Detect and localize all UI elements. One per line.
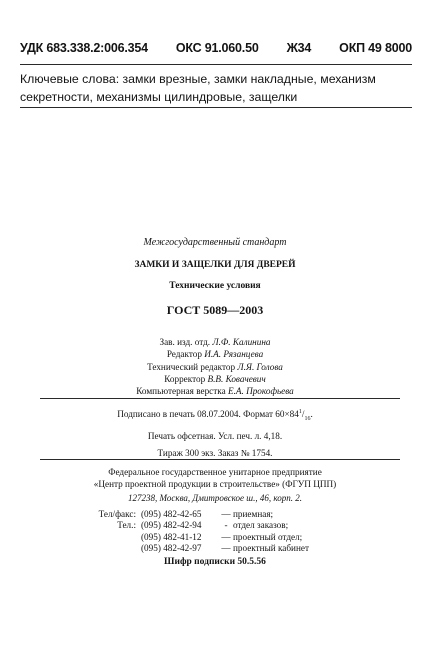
print-details — [0, 404, 430, 462]
gost-number: ГОСТ 5089—2003 — [166, 303, 264, 317]
run-line: Тираж 300 экз. Заказ № 1754. — [157, 447, 273, 458]
publisher-address: 127238, Москва, Дмитровское ш., 46, корп. 2. — [128, 493, 302, 503]
standard-intro: Межгосударственный стандарт — [143, 237, 287, 248]
imprint-header — [20, 41, 412, 55]
staff-line: Компьютерная верстка Е.А. Прокофьева — [136, 386, 294, 397]
group-code: Ж34 — [286, 41, 312, 55]
oks-code: ОКС 91.060.50 — [175, 41, 259, 55]
keywords: Ключевые слова: замки врезные, замки накладные, механизм секретности, механизмы цилиндровые, защелки — [20, 72, 376, 104]
phone-row: Тел.: (095) 482-42-94 - отдел заказов; — [117, 520, 289, 531]
subscription-code: Шифр подписки 50.5.56 — [164, 557, 266, 567]
editorial-staff — [0, 336, 430, 397]
staff-line: Корректор В.В. Ковачевич — [164, 373, 266, 384]
staff-line: Зав. изд. отд. Л.Ф. Калинина — [159, 337, 271, 347]
document-title: ЗАМКИ И ЗАЩЕЛКИ ДЛЯ ДВЕРЕЙ — [134, 260, 296, 270]
publisher-block — [0, 467, 430, 490]
divider — [40, 459, 400, 460]
phone-row: Тел/факс: (095) 482-42-65 — приемная; — [98, 509, 274, 519]
document-subtitle: Технические условия — [169, 281, 261, 291]
printing-line: Печать офсетная. Усл. печ. л. 4,18. — [147, 430, 283, 441]
divider — [20, 64, 412, 65]
divider — [40, 398, 400, 399]
phone-row: (095) 482-42-97 — проектный кабинет — [141, 542, 309, 553]
staff-line: Технический редактор Л.Я. Голова — [147, 361, 283, 372]
phone-row: (095) 482-41-12 — проектный отдел; — [141, 531, 303, 542]
publisher-line: Федеральное государственное унитарное предприятие — [108, 467, 322, 477]
staff-line: Редактор И.А. Рязанцева — [166, 349, 264, 360]
udk-code: УДК 683.338.2:006.354 — [20, 41, 148, 55]
okp-code: ОКП 49 8000 — [339, 41, 412, 55]
publisher-line: «Центр проектной продукции в строительстве» (ФГУП ЦПП) — [93, 478, 337, 489]
divider — [20, 107, 412, 108]
signed-line: Подписано в печать 08.07.2004. Формат $60\times 84^1/_{16}$. — [117, 409, 313, 422]
phone-list — [85, 509, 309, 554]
